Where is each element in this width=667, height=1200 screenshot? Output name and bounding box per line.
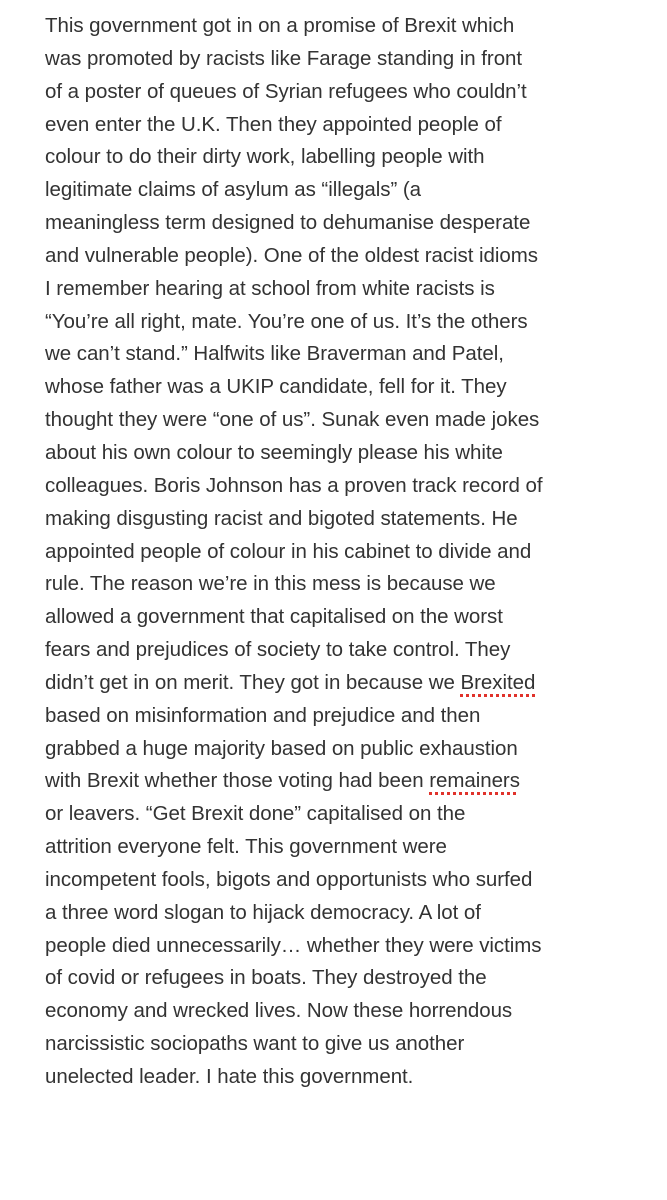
note-line-24 xyxy=(45,765,667,798)
note-line-33: unelected leader. I hate this government. xyxy=(45,1065,414,1088)
note-line-24-text: with Brexit whether those voting had been xyxy=(45,769,430,793)
note-line-18: rule. The reason we’re in this mess is because we xyxy=(45,572,496,596)
note-line-29: people died unnecessarily… whether they were victims xyxy=(45,933,542,957)
note-line-14: about his own colour to seemingly please his white xyxy=(45,440,503,464)
note-line-8: and vulnerable people). One of the oldest racist idioms xyxy=(45,243,538,267)
note-line-21 xyxy=(45,667,667,700)
note-line-25: or leavers. “Get Brexit done” capitalised on the xyxy=(45,802,466,826)
note-line-13: thought they were “one of us”. Sunak even made jokes xyxy=(45,408,540,432)
note-line-32: narcissistic sociopaths want to give us another xyxy=(45,1032,465,1056)
note-line-15: colleagues. Boris Johnson has a proven track record of xyxy=(45,473,543,497)
note-line-12: whose father was a UKIP candidate, fell for it. They xyxy=(45,375,507,399)
note-line-30: of covid or refugees in boats. They destroyed the xyxy=(45,966,487,990)
note-line-28: a three word slogan to hijack democracy. A lot of xyxy=(45,900,481,924)
note-line-16: making disgusting racist and bigoted statements. He xyxy=(45,506,518,530)
note-line-31: economy and wrecked lives. Now these horrendous xyxy=(45,999,513,1023)
note-line-3: of a poster of queues of Syrian refugees who couldn’t xyxy=(45,79,527,103)
spellcheck-flagged-word[interactable]: remainers xyxy=(429,769,520,793)
spellcheck-flagged-word[interactable]: Brexited xyxy=(460,670,536,694)
note-line-7: meaningless term designed to dehumanise desperate xyxy=(45,211,531,235)
note-line-9: I remember hearing at school from white racists is xyxy=(45,276,495,300)
note-line-10: “You’re all right, mate. You’re one of us. It’s the others xyxy=(45,309,528,333)
note-line-19: allowed a government that capitalised on the worst xyxy=(45,605,503,629)
note-line-17: appointed people of colour in his cabinet to divide and xyxy=(45,539,532,563)
note-line-4: even enter the U.K. Then they appointed people of xyxy=(45,112,502,136)
note-line-22: based on misinformation and prejudice and then xyxy=(45,703,481,727)
note-line-11: we can’t stand.” Halfwits like Braverman and Patel, xyxy=(45,342,504,366)
note-line-21-text: didn’t get in on merit. They got in because we xyxy=(45,670,461,694)
note-line-23: grabbed a huge majority based on public exhaustion xyxy=(45,736,518,760)
note-line-20: fears and prejudices of society to take control. They xyxy=(45,638,511,662)
note-line-2: was promoted by racists like Farage standing in front xyxy=(45,46,523,70)
note-line-6: legitimate claims of asylum as “illegals” (a xyxy=(45,178,422,202)
note-line-27: incompetent fools, bigots and opportunists who surfed xyxy=(45,867,533,891)
note-line-26: attrition everyone felt. This government were xyxy=(45,835,447,859)
note-line-5: colour to do their dirty work, labelling people with xyxy=(45,145,485,169)
note-line-1: This government got in on a promise of Brexit which xyxy=(45,14,515,37)
